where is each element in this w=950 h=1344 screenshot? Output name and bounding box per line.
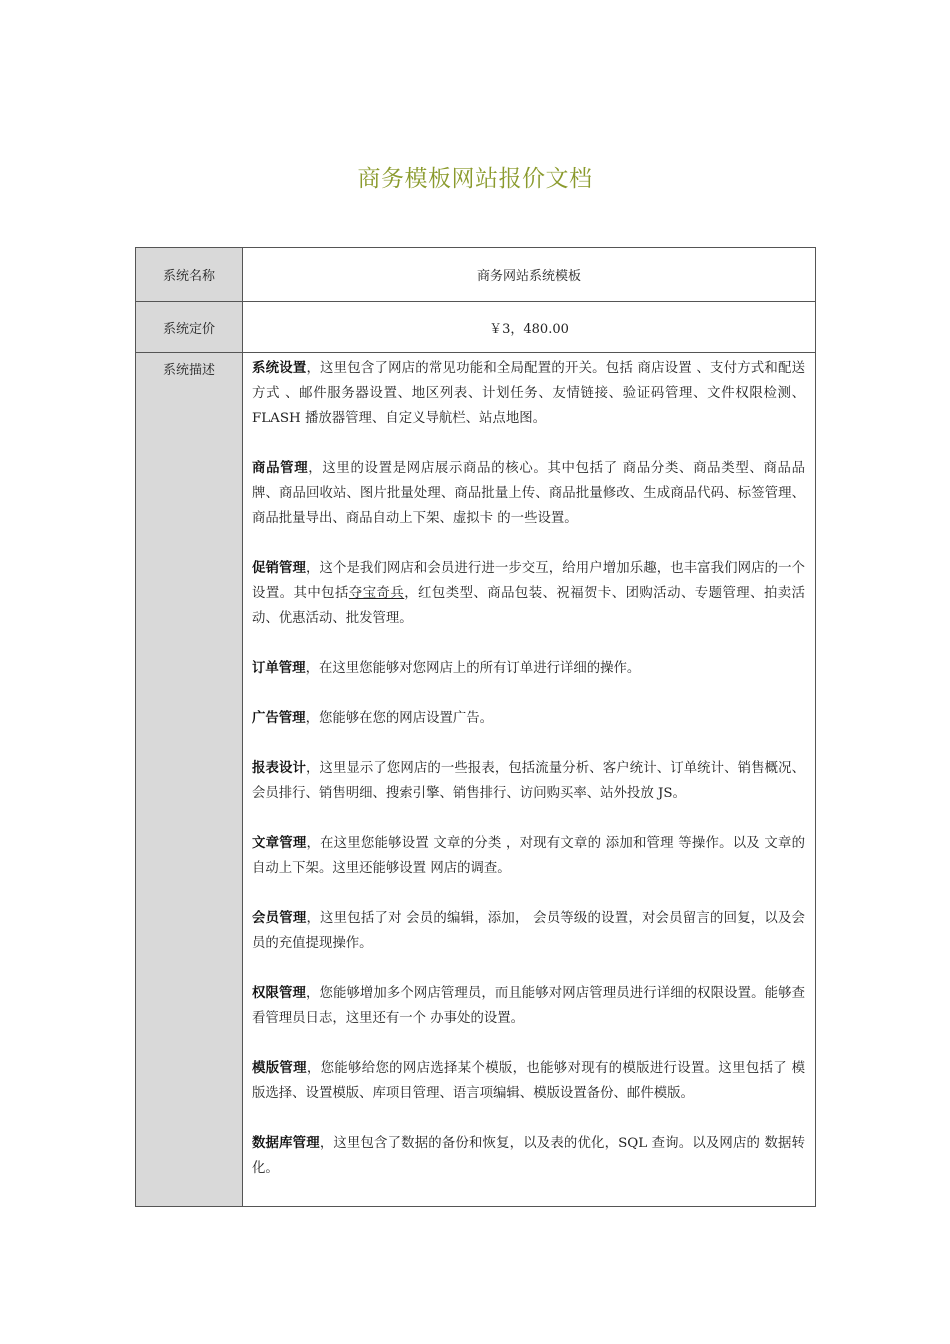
desc-article-management (252, 831, 805, 881)
desc-heading: 模版管理 (252, 1060, 307, 1076)
desc-product-management (252, 456, 805, 531)
desc-heading: 广告管理 (252, 710, 306, 726)
document-title: 商务模板网站报价文档 (357, 166, 593, 192)
system-description-label: 系统描述 (136, 353, 243, 1207)
desc-heading: 权限管理 (252, 985, 306, 1001)
desc-heading: 报表设计 (252, 760, 306, 776)
desc-text: ，您能够增加多个网店管理员，而且能够对网店管理员进行详细的权限设置。能够查看管理员日志，这里还有一个 办事处的设置。 (252, 986, 806, 1026)
desc-text: ，这里包括了对 会员的编辑，添加， 会员等级的设置，对会员留言的回复，以及会员的充值提现操作。 (252, 911, 806, 951)
row-system-name (136, 248, 816, 302)
desc-heading: 促销管理 (252, 560, 306, 576)
system-description-cell (243, 353, 816, 1207)
desc-text: ，这里包含了数据的备份和恢复，以及表的优化，SQL 查询。以及网店的 数据转化。 (252, 1136, 806, 1176)
row-system-price (136, 302, 816, 353)
desc-text: ，您能够在您的网店设置广告。 (305, 711, 494, 726)
system-price-value: ￥3，480.00 (243, 302, 816, 353)
desc-heading: 商品管理 (252, 460, 309, 476)
desc-heading: 会员管理 (252, 910, 307, 926)
desc-text: ，这里的设置是网店展示商品的核心。其中包括了 商品分类、商品类型、商品品牌、商品回收站、图片批量处理、商品批量上传、商品批量修改、生成商品代码、标签管理、商品批量导出、商品自动上下架、虚拟卡 的一些设置。 (252, 461, 805, 526)
desc-report-design (252, 756, 805, 806)
system-price-label: 系统定价 (136, 302, 243, 353)
desc-heading: 系统设置 (252, 360, 307, 376)
desc-text: ，在这里您能够设置 文章的分类 ，对现有文章的 添加和管理 等操作。以及 文章的自动上下架。这里还能够设置 网店的调查。 (252, 836, 806, 876)
desc-template-management (252, 1056, 805, 1106)
desc-ad-management (252, 706, 805, 731)
desc-database-management (252, 1131, 805, 1181)
row-system-description (136, 353, 816, 1207)
desc-text: ，您能够给您的网店选择某个模版，也能够对现有的模版进行设置。这里包括了 模版选择、设置模版、库项目管理、语言项编辑、模版设置备份、邮件模版。 (252, 1061, 805, 1101)
desc-permission-management (252, 981, 805, 1031)
desc-text: ，在这里您能够对您网店上的所有订单进行详细的操作。 (305, 661, 641, 676)
desc-system-settings (252, 356, 805, 431)
desc-text: ，红包类型、商品包装、祝福贺卡、团购活动、专题管理、拍卖活动、优惠活动、批发管理。 (252, 586, 806, 626)
treasure-hunt-link[interactable]: 夺宝奇兵 (348, 586, 405, 601)
desc-promotion-management (252, 556, 805, 631)
desc-heading: 文章管理 (252, 835, 307, 851)
system-name-label: 系统名称 (136, 248, 243, 302)
desc-member-management (252, 906, 805, 956)
system-name-value: 商务网站系统模板 (243, 248, 816, 302)
desc-text: ，这里包含了网店的常见功能和全局配置的开关。包括 商店设置 、支付方式和配送方式 、邮件服务器设置、地区列表、计划任务、友情链接、验证码管理、文件权限检测、FLASH 播放器管理、自定义导航栏、站点地图。 (252, 361, 806, 426)
desc-order-management (252, 656, 805, 681)
desc-heading: 订单管理 (252, 660, 306, 676)
desc-text: ，这里显示了您网店的一些报表，包括流量分析、客户统计、订单统计、销售概况、会员排行、销售明细、搜索引擎、销售排行、访问购买率、站外投放 JS。 (252, 761, 806, 801)
quote-table (135, 247, 816, 1207)
desc-text: ，这个是我们网店和会员进行进一步交互，给用户增加乐趣，也丰富我们网店的一个设置。其中包括 (252, 561, 806, 601)
desc-heading: 数据库管理 (252, 1135, 320, 1151)
